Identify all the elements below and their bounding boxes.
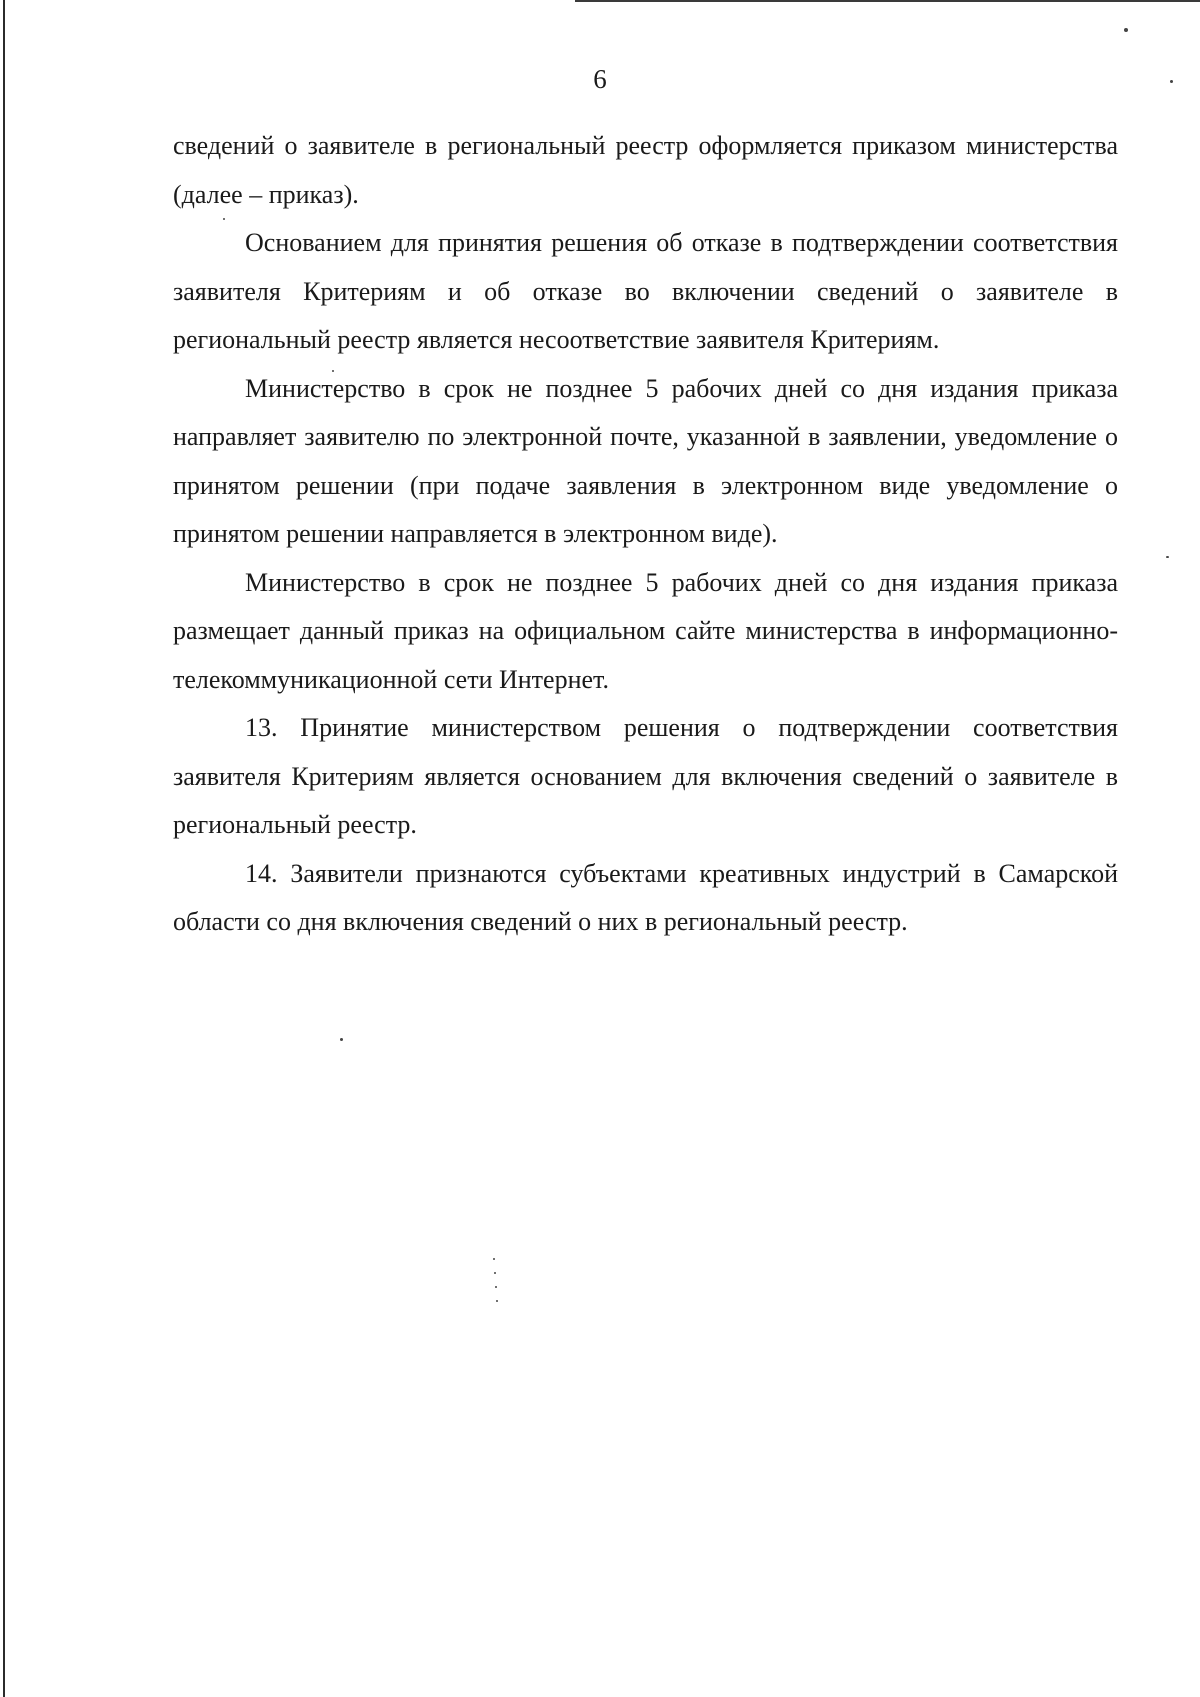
paragraph-publication: Министерство в срок не позднее 5 рабочих дней со дня издания приказа размещает данный приказ на официальном сайте министерства в информационно-телекоммуникационной сети Интернет. <box>173 567 1118 694</box>
scan-speck <box>494 1272 496 1274</box>
scan-speck <box>340 1038 343 1041</box>
scan-speck <box>493 1258 495 1260</box>
scan-speck <box>1166 556 1169 558</box>
scan-speck <box>495 1286 497 1288</box>
paragraph-continuation: сведений о заявителе в региональный реестр оформляется приказом министерства (далее – приказ). <box>173 131 1118 209</box>
paragraph-refusal-grounds: Основанием для принятия решения об отказе в подтверждении соответствия заявителя Критериям и об отказе во включении сведений о заявителе в региональный реестр является несоответствие заявителя Критериям. <box>173 228 1118 354</box>
scan-speck <box>496 1300 498 1302</box>
scan-speck <box>1124 28 1128 32</box>
page-number: 6 <box>593 64 607 94</box>
paragraph-item-14: 14. Заявители признаются субъектами креативных индустрий в Самарской области со дня включения сведений о них в региональный реестр. <box>173 858 1118 936</box>
scan-left-edge <box>3 0 5 1697</box>
scan-top-line <box>575 0 1200 2</box>
paragraph-item-13: 13. Принятие министерством решения о подтверждении соответствия заявителя Критериям является основанием для включения сведений о заявителе в региональный реестр. <box>173 713 1118 839</box>
document-body <box>173 122 1118 947</box>
paragraph-notification: Министерство в срок не позднее 5 рабочих дней со дня издания приказа направляет заявителю по электронной почте, указанной в заявлении, уведомление о принятом решении (при подаче заявления в электронном виде уведомление о принятом решении направляется в электронном виде). <box>173 373 1118 548</box>
